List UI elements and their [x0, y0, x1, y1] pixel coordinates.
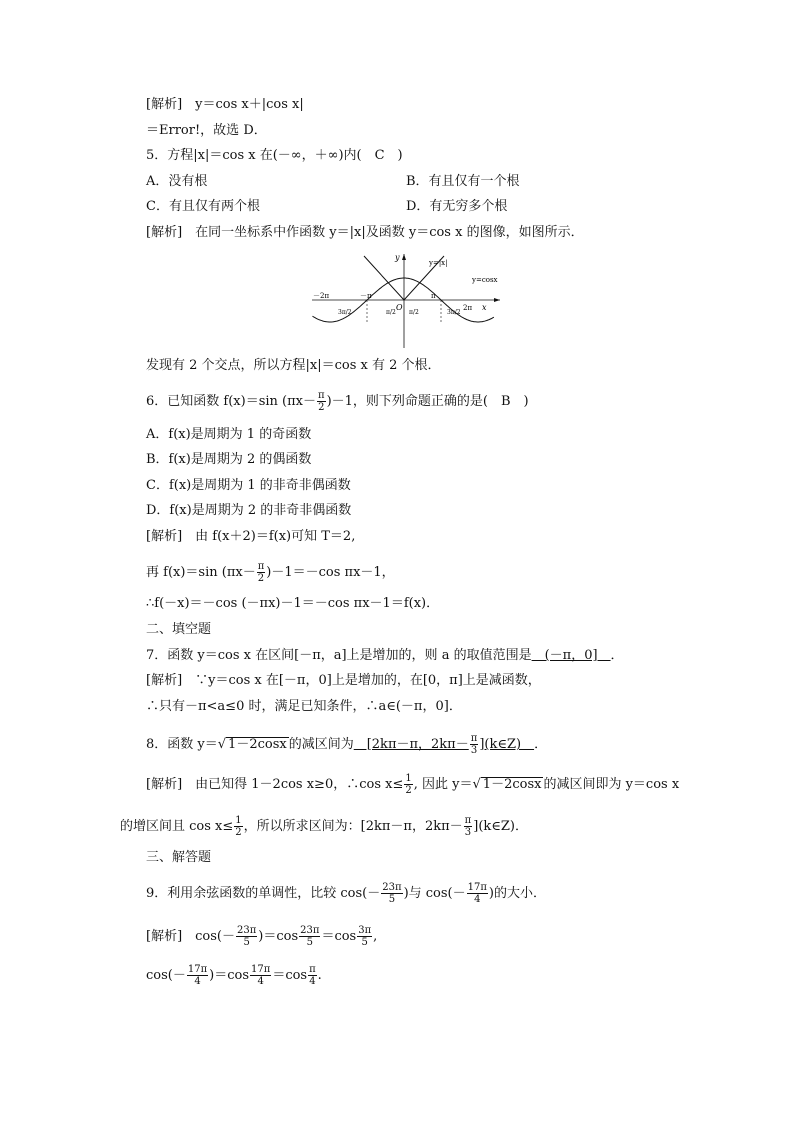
fraction	[308, 964, 317, 987]
analysis-line: 发现有 2 个交点，所以方程|x|＝cos x 有 2 个根．	[146, 358, 441, 373]
option-a: A．没有根	[146, 174, 208, 189]
frac-num: 17π	[187, 964, 208, 975]
analysis-line: [解析] 在同一坐标系中作函数 y＝|x|及函数 y＝cos x 的图像，如图所示．	[146, 225, 584, 240]
tick-pi-2: π/2	[409, 309, 419, 316]
text-segment: ，所以所求区间为：[2kπ－π，2kπ－	[243, 819, 463, 834]
text-segment: ．	[610, 648, 624, 663]
sqrt-expr: 1－2cosx	[228, 737, 287, 752]
fraction	[236, 925, 257, 948]
analysis-line: ∴f(－x)＝－cos (－πx)－1＝－cos πx－1＝f(x)．	[146, 596, 440, 611]
text-segment: 的减区间为	[288, 737, 354, 752]
tick-3pi-2: 3π/2	[447, 309, 461, 316]
frac-num: 23π	[237, 925, 257, 936]
question-8-stem: 8．函数 y＝√ 1－2cosx 的减区间为 [2kπ－π，2kπ－ $\frac{\pi}{3}$ ](k∈Z) ．	[146, 733, 548, 756]
frac-num: 17π	[467, 882, 487, 893]
analysis-line: ＝Error!，故选 D．	[146, 123, 267, 138]
frac-den: 5	[306, 937, 313, 948]
analysis-line: [解析] 由 f(x＋2)＝f(x)可知 T＝2,	[146, 529, 356, 544]
option-d: D．f(x)是周期为 2 的非奇非偶函数	[146, 503, 352, 518]
text-segment: )＝cos	[258, 929, 299, 944]
fraction	[317, 390, 326, 413]
text-segment: )－1＝－cos πx－1，	[266, 565, 395, 580]
frac-num: π	[257, 561, 265, 572]
analysis-line	[146, 925, 377, 948]
text-segment: ](k∈Z)．	[473, 819, 528, 834]
text-segment: 再 f(x)＝sin (πx－	[146, 565, 256, 580]
fraction	[467, 882, 488, 905]
tick-2pi: 2π	[463, 304, 473, 312]
y-axis-label: y	[395, 253, 400, 262]
text-segment: 的减区间即为 y＝cos x	[543, 777, 680, 792]
abs-label: y=|x|	[429, 259, 448, 267]
fraction	[187, 964, 208, 987]
text-segment: ](k∈Z)	[479, 737, 535, 752]
text-segment: ＝cos	[272, 968, 308, 983]
analysis-line	[146, 561, 395, 584]
fraction	[234, 815, 242, 838]
analysis-line: [解析] 由已知得 1－2cos x≥0，∴cos x≤ $\frac{1}{2}$ , 因此 y＝√ 1－2cosx 的减区间即为 y＝cos x	[146, 773, 680, 796]
fraction	[299, 925, 320, 948]
text-segment: [解析] cos(－	[146, 929, 235, 944]
frac-num: 17π	[251, 964, 271, 975]
frac-den: 3	[464, 827, 472, 838]
analysis-line: [解析] y＝cos x＋|cos x|	[146, 97, 304, 112]
text-segment: )＝cos	[209, 968, 250, 983]
option-d: D．有无穷多个根	[406, 199, 508, 214]
frac-den: 4	[194, 976, 201, 987]
frac-num: π	[309, 964, 316, 975]
text-segment: ．	[534, 737, 548, 752]
fraction	[381, 882, 402, 905]
text-segment: , 因此 y＝	[413, 777, 473, 792]
text-segment: .	[317, 968, 322, 983]
analysis-line	[120, 815, 528, 838]
analysis-line: [解析] ∵y＝cos x 在[－π，0]上是增加的，在[0，π]上是减函数，	[146, 673, 541, 688]
frac-num: 3π	[358, 925, 372, 936]
text-segment: )的大小．	[488, 886, 546, 901]
fraction	[257, 561, 266, 584]
frac-den: 2	[405, 785, 412, 796]
text-segment: [2kπ－π，2kπ－	[353, 737, 469, 752]
fraction	[250, 964, 271, 987]
sqrt-expr: 1－2cosx	[482, 777, 542, 792]
text-segment: cos(－	[146, 968, 186, 983]
text-segment: 7．函数 y＝cos x 在区间[－π，a]上是增加的，则 a 的取值范围是	[146, 648, 532, 663]
text-segment: 的增区间且 cos x≤	[120, 819, 234, 834]
x-axis-label: x	[482, 303, 487, 312]
fraction	[357, 925, 372, 948]
text-segment: ＝cos	[321, 929, 357, 944]
frac-num: 23π	[300, 925, 320, 936]
text-segment: )与 cos(－	[403, 886, 466, 901]
section-heading: 二、填空题	[146, 622, 212, 637]
frac-den: 2	[235, 827, 242, 838]
tick-neg-3pi-2: 3π/2	[338, 309, 352, 316]
frac-den: 4	[257, 976, 264, 987]
fraction	[404, 773, 412, 796]
text-segment: 6．已知函数 f(x)＝sin (πx－	[146, 394, 316, 409]
tick-neg-2pi: －2π	[313, 292, 330, 300]
tick-pi: π	[431, 292, 436, 300]
origin-label: O	[396, 303, 403, 312]
tick-neg-pi-2: π/2	[386, 309, 396, 316]
frac-den: 5	[388, 894, 396, 905]
frac-num: π	[470, 733, 478, 744]
answer-blank	[353, 733, 535, 756]
text-segment: 9．利用余弦函数的单调性，比较 cos(－	[146, 886, 381, 901]
cos-abs-graph	[308, 248, 508, 352]
option-a: A．f(x)是周期为 1 的奇函数	[146, 427, 312, 442]
frac-num: π	[317, 390, 325, 401]
text-segment: )－1，则下列命题正确的是( B )	[326, 394, 529, 409]
frac-den: 2	[257, 573, 265, 584]
analysis-line: ∴只有－π<a≤0 时，满足已知条件，∴a∈(－π，0]．	[146, 699, 462, 714]
question-9-stem	[146, 882, 546, 905]
option-b: B．f(x)是周期为 2 的偶函数	[146, 452, 312, 467]
frac-den: 4	[474, 894, 481, 905]
answer-blank: (－π，0]	[531, 648, 611, 663]
frac-num: π	[464, 815, 472, 826]
fraction	[464, 815, 473, 838]
question-6-stem	[146, 390, 529, 413]
question-5-stem: 5．方程|x|＝cos x 在(－∞，＋∞)内( C )	[146, 148, 403, 163]
option-c: C．f(x)是周期为 1 的非奇非偶函数	[146, 478, 351, 493]
frac-den: 4	[309, 976, 316, 987]
frac-num: 23π	[382, 882, 402, 893]
text-segment: 8．函数 y＝	[146, 737, 218, 752]
frac-num: 1	[235, 815, 242, 826]
frac-den: 3	[470, 745, 478, 756]
fraction	[470, 733, 479, 756]
frac-den: 5	[243, 937, 250, 948]
cos-label: y=cosx	[472, 276, 498, 284]
question-7-stem	[146, 647, 624, 665]
frac-den: 2	[318, 402, 325, 413]
option-b: B．有且仅有一个根	[406, 174, 520, 189]
text-segment: [解析] 由已知得 1－2cos x≥0，∴cos x≤	[146, 777, 404, 792]
section-heading: 三、解答题	[146, 850, 212, 865]
option-c: C．有且仅有两个根	[146, 199, 260, 214]
text-segment: ,	[373, 929, 378, 944]
tick-neg-pi: －π	[360, 292, 372, 300]
frac-den: 5	[361, 937, 368, 948]
analysis-line	[146, 964, 322, 987]
frac-num: 1	[405, 773, 412, 784]
